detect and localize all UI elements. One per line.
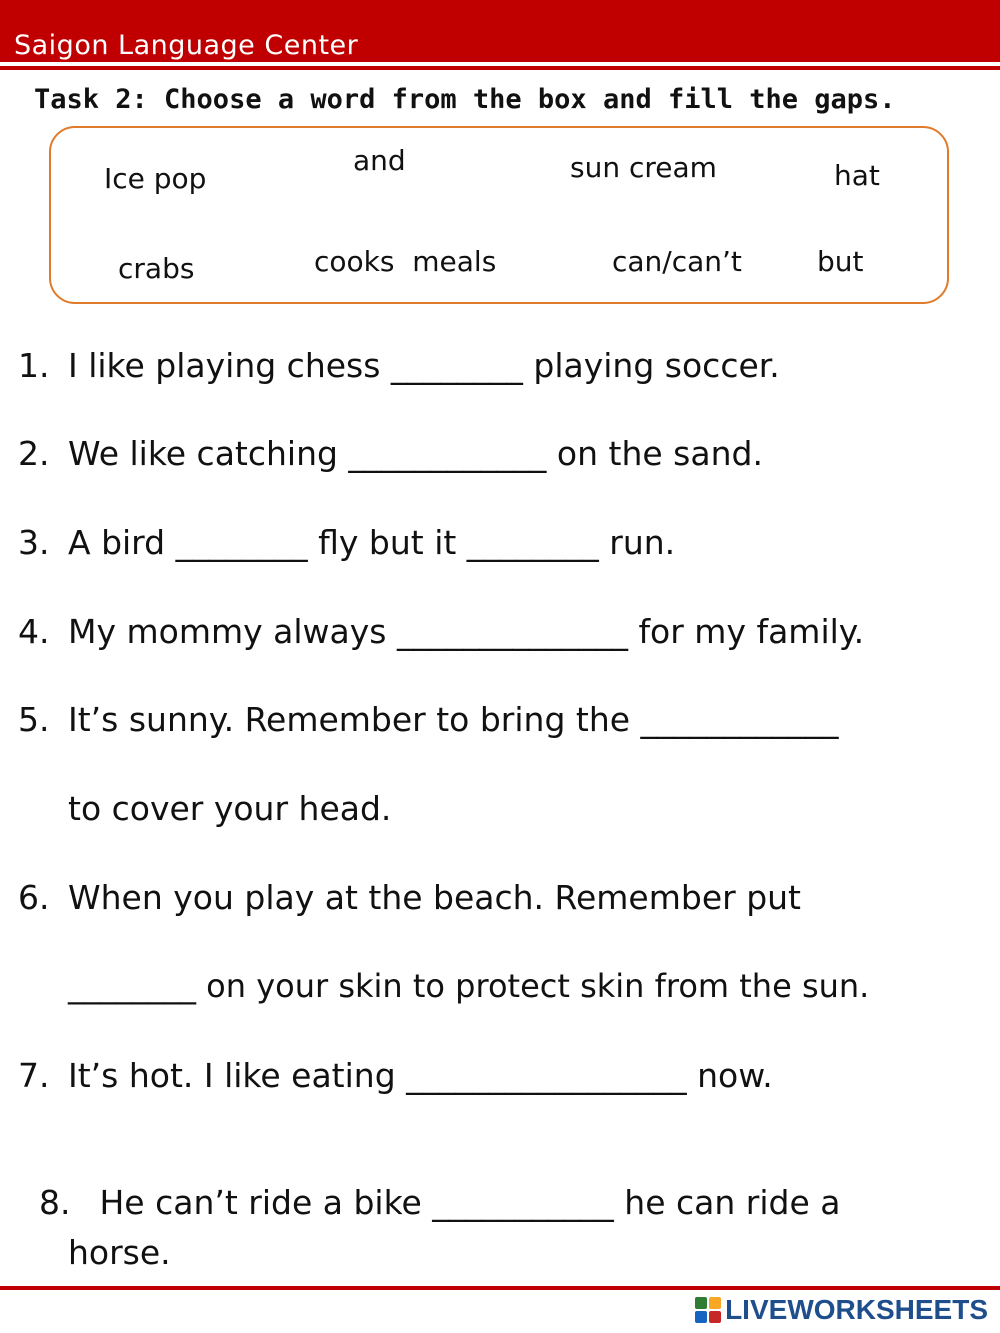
question-number: 7.	[18, 1056, 50, 1095]
question-7	[18, 1056, 773, 1095]
word-sun-cream[interactable]: sun cream	[570, 151, 717, 184]
question-6-continuation: ________ on your skin to protect skin from the sun.	[68, 967, 870, 1005]
liveworksheets-logo[interactable]	[695, 1292, 988, 1328]
question-1	[18, 346, 780, 385]
question-5	[18, 700, 839, 739]
liveworksheets-logo-icon	[695, 1297, 721, 1323]
word-hat[interactable]: hat	[834, 159, 880, 192]
header-rule	[0, 66, 1000, 70]
word-can-cant[interactable]: can/can’t	[612, 245, 742, 278]
logo-text: LIVEWORKSHEETS	[725, 1294, 988, 1325]
question-number: 2.	[18, 434, 50, 473]
header-title: Saigon Language Center	[14, 30, 359, 61]
question-text: My mommy always ______________ for my family.	[68, 612, 865, 651]
question-text: When you play at the beach. Remember put	[68, 878, 801, 917]
word-cooks-meals[interactable]: cooks meals	[314, 245, 497, 278]
question-number: 1.	[18, 346, 50, 385]
question-number: 6.	[18, 878, 50, 917]
task-instruction: Task 2: Choose a word from the box and fill the gaps.	[34, 84, 896, 115]
question-number: 5.	[18, 700, 50, 739]
word-but[interactable]: but	[817, 245, 864, 278]
question-text: He can’t ride a bike ___________ he can ride a	[88, 1183, 841, 1222]
question-6	[18, 878, 801, 917]
question-5-continuation: to cover your head.	[68, 789, 392, 828]
question-text: We like catching ____________ on the sand.	[68, 434, 763, 473]
word-ice-pop[interactable]: Ice pop	[104, 162, 207, 195]
question-4	[18, 612, 864, 651]
word-crabs[interactable]: crabs	[118, 252, 195, 285]
question-text: It’s sunny. Remember to bring the ____________	[68, 700, 839, 739]
question-number: 8.	[38, 1183, 71, 1222]
question-number: 3.	[18, 523, 50, 562]
question-8-continuation: horse.	[68, 1233, 171, 1272]
question-2	[18, 434, 763, 473]
question-3	[18, 523, 675, 562]
question-number: 4.	[18, 612, 50, 651]
question-text: It’s hot. I like eating _________________ now.	[68, 1056, 773, 1095]
question-8	[18, 1144, 840, 1222]
footer-rule	[0, 1286, 1000, 1290]
question-text: I like playing chess ________ playing soccer.	[68, 346, 780, 385]
word-and[interactable]: and	[353, 144, 406, 177]
question-text: A bird ________ fly but it ________ run.	[68, 523, 676, 562]
